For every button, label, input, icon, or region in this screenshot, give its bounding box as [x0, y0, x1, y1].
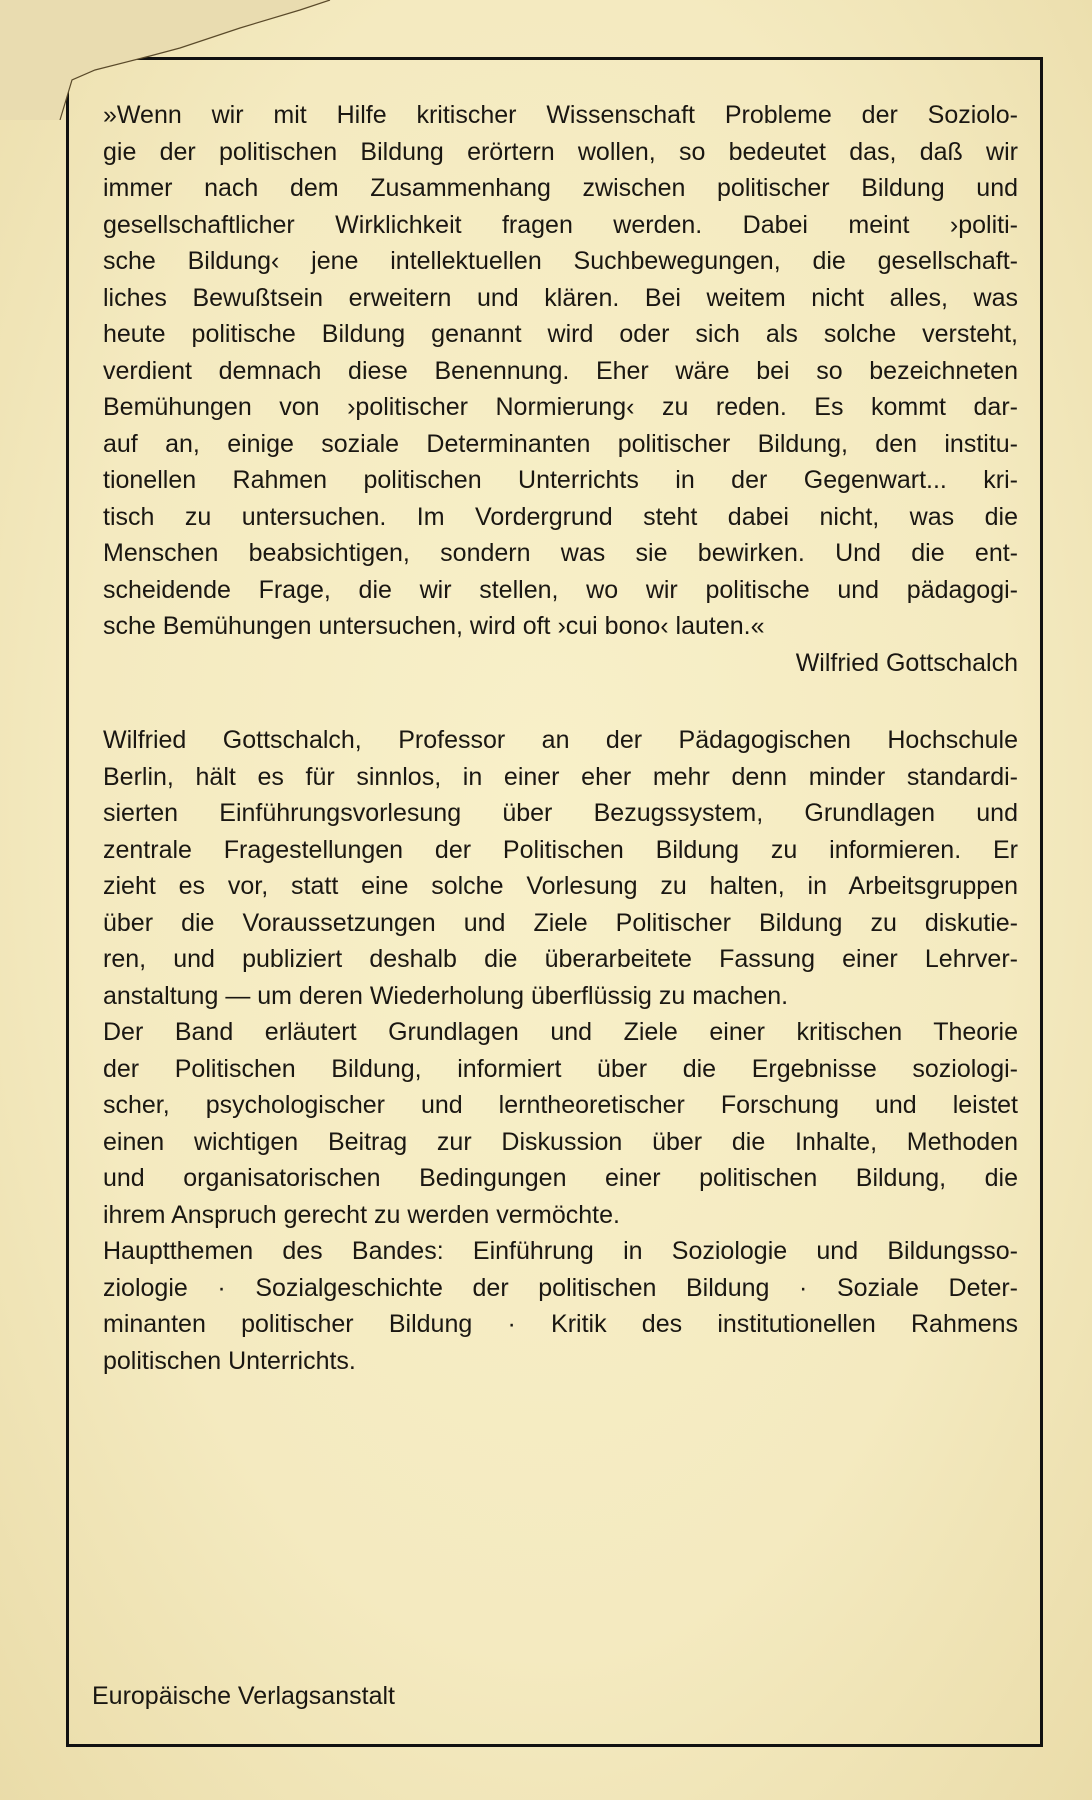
about-text-line: sierten Einführungsvorlesung über Bezugssystem, Grundlagen und — [103, 799, 1018, 827]
about-text-line: scher, psychologischer und lerntheoretischer Forschung und leistet — [103, 1091, 1018, 1119]
quote-text-line: verdient demnach diese Benennung. Eher wäre bei so bezeichneten — [103, 356, 1018, 385]
quote-text-line: tisch zu untersuchen. Im Vordergrund steht dabei nicht, was die — [103, 502, 1018, 531]
about-text-line: ziologie · Sozialgeschichte der politischen Bildung · Soziale Deter- — [103, 1273, 1018, 1302]
quote-text-line: heute politische Bildung genannt wird oder sich als solche versteht, — [103, 320, 1018, 348]
quote-text-line: Bemühungen von ›politischer Normierung‹ zu reden. Es kommt dar- — [103, 393, 1018, 421]
blurb-quote — [103, 97, 1018, 681]
about-text-line: Der Band erläutert Grundlagen und Ziele einer kritischen Theorie — [103, 1018, 1018, 1046]
quote-text-line: »Wenn wir mit Hilfe kritischer Wissenschaft Probleme der Soziolo- — [103, 101, 1018, 129]
quote-text-line: Menschen beabsichtigen, sondern was sie bewirken. Und die ent- — [103, 539, 1018, 567]
about-text-line: anstaltung — um deren Wiederholung überflüssig zu machen. — [103, 981, 789, 1010]
quote-text-line: gie der politischen Bildung erörtern wollen, so bedeutet das, daß wir — [103, 137, 1018, 166]
quote-text-line: liches Bewußtsein erweitern und klären. Bei weitem nicht alles, was — [103, 283, 1018, 312]
quote-text-line: gesellschaftlicher Wirklichkeit fragen werden. Dabei meint ›politi- — [103, 210, 1018, 239]
about-text-line: Wilfried Gottschalch, Professor an der Pädagogischen Hochschule — [103, 726, 1018, 754]
quote-text-line: sche Bildung‹ jene intellektuellen Suchbewegungen, die gesellschaft- — [103, 247, 1018, 275]
about-text-line: politischen Unterrichts. — [103, 1346, 356, 1375]
quote-text-line: scheidende Frage, die wir stellen, wo wir politische und pädagogi- — [103, 575, 1018, 604]
about-text-line: und organisatorischen Bedingungen einer politischen Bildung, die — [103, 1164, 1018, 1192]
quote-attribution: Wilfried Gottschalch — [795, 648, 1018, 677]
about-text-line: zieht es vor, statt eine solche Vorlesung zu halten, in Arbeitsgruppen — [103, 872, 1018, 900]
about-text-line: ihrem Anspruch gerecht zu werden vermöchte. — [103, 1200, 620, 1229]
about-text-line: minanten politischer Bildung · Kritik des institutionellen Rahmens — [103, 1310, 1018, 1338]
about-text-line: über die Voraussetzungen und Ziele Politischer Bildung zu diskutie- — [103, 908, 1018, 937]
about-text-line: der Politischen Bildung, informiert über die Ergebnisse soziologi- — [103, 1054, 1018, 1083]
quote-text-line: immer nach dem Zusammenhang zwischen politischer Bildung und — [103, 174, 1018, 202]
about-text-line: einen wichtigen Beitrag zur Diskussion über die Inhalte, Methoden — [103, 1127, 1018, 1156]
quote-text-line: auf an, einige soziale Determinanten politischer Bildung, den institu- — [103, 429, 1018, 458]
book-description — [103, 722, 1018, 1379]
about-text-line: ren, und publiziert deshalb die überarbeitete Fassung einer Lehrver- — [103, 945, 1018, 973]
about-text-line: Berlin, hält es für sinnlos, in einer eher mehr denn minder standardi- — [103, 762, 1018, 791]
about-text-line: zentrale Fragestellungen der Politischen Bildung zu informieren. Er — [103, 835, 1018, 864]
quote-text-line: tionellen Rahmen politischen Unterrichts in der Gegenwart... kri- — [103, 466, 1018, 494]
quote-text-line: sche Bemühungen untersuchen, wird oft ›cui bono‹ lauten.« — [103, 612, 765, 640]
about-text-line: Hauptthemen des Bandes: Einführung in Soziologie und Bildungsso- — [103, 1237, 1018, 1265]
publisher-name: Europäische Verlagsanstalt — [92, 1682, 395, 1710]
